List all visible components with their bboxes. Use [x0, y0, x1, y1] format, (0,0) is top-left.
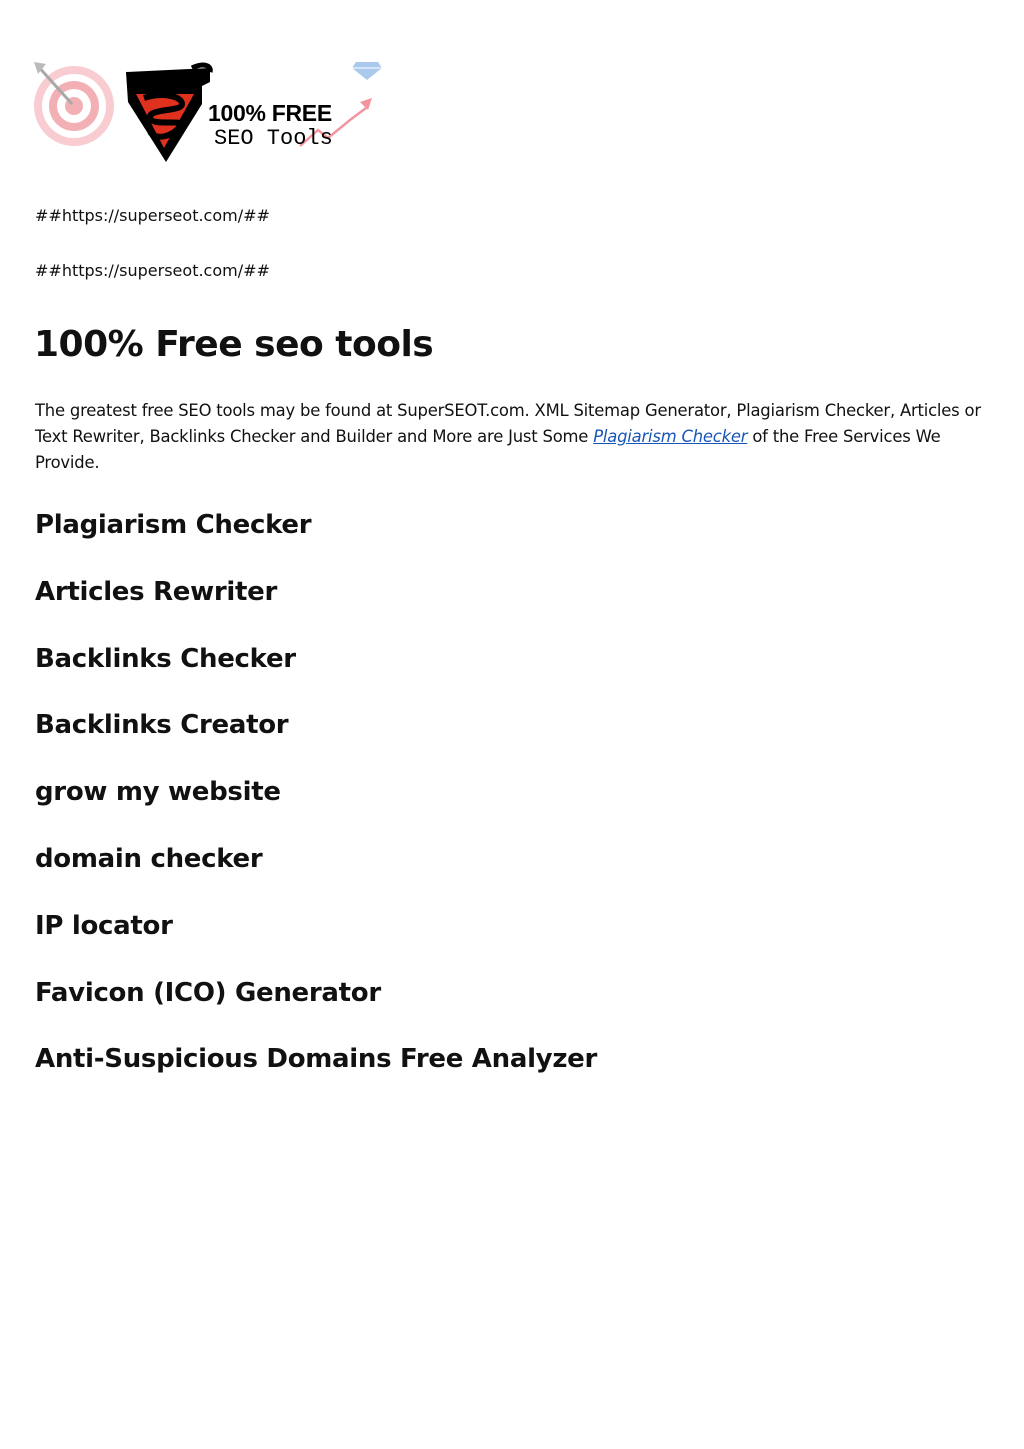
- tool-list-item: [35, 707, 597, 774]
- logo-text-free: 100% FREE: [208, 100, 332, 126]
- tool-heading-domain-checker: domain checker: [35, 843, 263, 874]
- page-title: 100% Free seo tools: [34, 324, 434, 365]
- tool-heading-backlinks-creator: Backlinks Creator: [35, 710, 289, 741]
- tool-heading-articles-rewriter: Articles Rewriter: [35, 576, 277, 607]
- tool-list-item: [35, 908, 597, 975]
- intro-paragraph: [35, 398, 995, 476]
- tool-list-item: [35, 507, 597, 574]
- tool-heading-favicon-generator: Favicon (ICO) Generator: [35, 977, 381, 1008]
- tool-list-item: [35, 975, 597, 1042]
- tool-heading-plagiarism-checker: Plagiarism Checker: [35, 510, 312, 540]
- site-url-text: ##https://superseot.com/##: [35, 206, 270, 225]
- site-logo[interactable]: [32, 58, 382, 168]
- site-url-text: ##https://superseot.com/##: [35, 261, 270, 280]
- tool-heading-backlinks-checker: Backlinks Checker: [35, 643, 296, 674]
- logo-text-seo-tools: SEO Tools: [214, 126, 333, 151]
- tool-list-item: [35, 841, 597, 908]
- tool-list: [35, 507, 597, 1108]
- target-icon: [34, 62, 114, 146]
- tool-list-item: [35, 641, 597, 708]
- tool-list-item: [35, 574, 597, 641]
- diamond-icon: [352, 62, 382, 80]
- plagiarism-checker-link[interactable]: Plagiarism Checker: [593, 427, 748, 446]
- intro-text-start: The greatest free SEO tools may be found at SuperSEOT.com. XML Sitemap Generator, Plagiarism Checker, Articles or Text Rewriter, Backlinks Checker and Builder and More are Just Some: [35, 401, 981, 446]
- tool-heading-domains-analyzer: Anti-Suspicious Domains Free Analyzer: [35, 1044, 598, 1075]
- intro-text-end: of the Free Services We Provide.: [35, 427, 941, 472]
- tool-list-item: [35, 774, 597, 841]
- tool-heading-ip-locator: IP locator: [35, 910, 173, 941]
- tool-list-item: [35, 1041, 597, 1108]
- superman-shield-icon: [126, 65, 210, 162]
- tool-heading-grow-my-website: grow my website: [35, 777, 281, 808]
